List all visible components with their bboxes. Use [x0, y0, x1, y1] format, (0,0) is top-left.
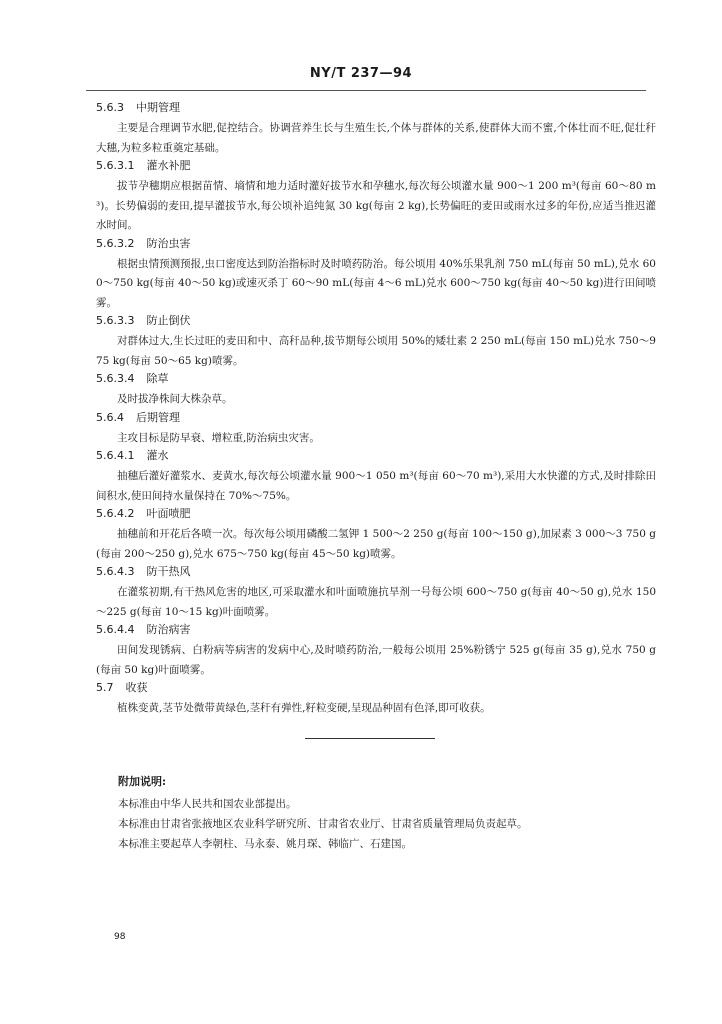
- section-heading: [96, 236, 656, 255]
- section-heading: [96, 410, 656, 429]
- section-number: 5.6.4.4: [96, 623, 135, 636]
- section-number: 5.6.4.2: [96, 507, 135, 520]
- section-title: 防止倒伏: [146, 314, 191, 327]
- paragraph: 在灌浆初期,有干热风危害的地区,可采取灌水和叶面喷施抗旱剂一号每公顷 600～750 g(每亩 40～50 g),兑水 150～225 g(每亩 10～15 kg)叶面喷雾。: [96, 586, 656, 618]
- paragraph: 主要是合理调节水肥,促控结合。协调营养生长与生殖生长,个体与群体的关系,使群体大而不蜜,个体壮而不旺,促壮秆大穗,为粒多粒重奠定基础。: [96, 122, 656, 154]
- paragraph: 拔节孕穗期应根据苗情、墒情和地力适时灌好拔节水和孕穗水,每次每公顷灌水量 900～1 200 m³(每亩 60～80 m³)。长势偏弱的麦田,提早灌拔节水,每公顷补追纯氮 30 kg(每亩 2 kg),长势偏旺的麦田或雨水过多的年份,应适当推迟灌水时间。: [96, 180, 656, 231]
- notes-line: 本标准由甘肃省张掖地区农业科学研究所、甘肃省农业厅、甘肃省质量管理局负责起草。: [118, 818, 528, 830]
- page-number: 98: [114, 932, 126, 942]
- section-heading: [96, 506, 656, 525]
- section-title: 除草: [146, 372, 169, 385]
- section-title: 中期管理: [136, 101, 180, 114]
- section-heading: [96, 158, 656, 177]
- notes-title: 附加说明:: [118, 775, 167, 788]
- additional-notes: [118, 772, 658, 854]
- section-heading: [96, 313, 656, 332]
- paragraph: 抽穗前和开花后各喷一次。每次每公顷用磷酸二氢钾 1 500～2 250 g(每亩 100～150 g),加尿素 3 000～3 750 g(每亩 200～250 g),兑水 675～750 kg(每亩 45～50 kg)喷雾。: [96, 528, 656, 560]
- section-number: 5.6.3.2: [96, 236, 135, 250]
- section-number: 5.6.4: [96, 410, 124, 424]
- document-body: [96, 100, 656, 719]
- section-title: 灌水: [146, 449, 169, 462]
- header-rule: [86, 90, 646, 91]
- section-title: 灌水补肥: [146, 159, 191, 172]
- paragraph: 抽穗后灌好灌浆水、麦黄水,每次每公顷灌水量 900～1 050 m³(每亩 60～70 m³),采用大水快灌的方式,及时排除田间积水,使田间持水量保持在 70%～75%。: [96, 470, 656, 502]
- paragraph: 植株变黄,茎节处微带黄绿色,茎秆有弹性,籽粒变硬,呈现品种固有色泽,即可收获。: [117, 702, 491, 714]
- section-heading: [96, 100, 656, 119]
- standard-code-header: NY/T 237—94: [309, 66, 413, 81]
- section-heading: [96, 622, 656, 641]
- section-number: 5.6.4.3: [96, 565, 135, 578]
- paragraph: 根据虫情预测预报,虫口密度达到防治指标时及时喷药防治。每公顷用 40%乐果乳剂 750 mL(每亩 50 mL),兑水 600～750 kg(每亩 40～50 kg)或速灭杀丁 60～90 mL(每亩 4～6 mL)兑水 600～750 kg(每亩 40～50 kg)进行田间喷雾。: [96, 257, 656, 309]
- section-heading: [96, 564, 656, 583]
- section-number: 5.6.3.4: [96, 372, 135, 385]
- notes-line: 本标准主要起草人李朝柱、马永泰、姚月琛、韩临广、石建国。: [118, 838, 412, 850]
- section-heading: [96, 448, 656, 467]
- section-title: 防干热风: [146, 565, 191, 578]
- section-title: 后期管理: [136, 410, 180, 424]
- paragraph: 及时拔净株间大株杂草。: [117, 393, 233, 405]
- section-title: 防治虫害: [146, 236, 191, 250]
- section-number: 5.6.3: [96, 101, 124, 114]
- section-title: 叶面喷肥: [146, 507, 191, 520]
- notes-line: 本标准由中华人民共和国农业部提出。: [118, 798, 297, 810]
- section-title: 防治病害: [146, 623, 191, 636]
- end-divider: [305, 738, 435, 739]
- section-heading: [96, 680, 656, 699]
- section-number: 5.6.4.1: [96, 449, 135, 462]
- section-number: 5.6.3.1: [96, 159, 135, 172]
- section-heading: [96, 371, 656, 390]
- paragraph: 田间发现锈病、白粉病等病害的发病中心,及时喷药防治,一般每公顷用 25%粉锈宁 525 g(每亩 35 g),兑水 750 g(每亩 50 kg)叶面喷雾。: [96, 644, 656, 676]
- section-number: 5.7: [96, 681, 114, 694]
- paragraph: 对群体过大,生长过旺的麦田和中、高秆品种,拔节期每公顷用 50%的矮壮素 2 250 mL(每亩 150 mL)兑水 750～975 kg(每亩 50～65 kg)喷雾。: [96, 335, 656, 367]
- section-number: 5.6.3.3: [96, 314, 135, 327]
- paragraph: 主攻目标是防早衰、增粒重,防治病虫灾害。: [117, 431, 320, 444]
- section-title: 收获: [125, 681, 148, 694]
